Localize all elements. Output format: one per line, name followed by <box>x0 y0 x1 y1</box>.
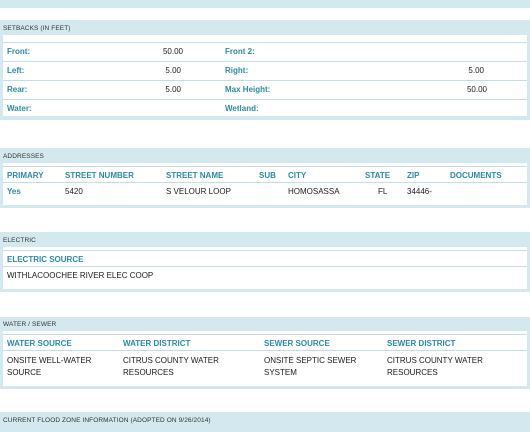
water-district-line1: CITRUS COUNTY WATER <box>123 356 219 365</box>
divider <box>3 61 527 62</box>
divider <box>3 350 527 351</box>
water-label: Water: <box>7 104 32 113</box>
divider <box>3 99 527 100</box>
electric-panel <box>3 247 527 289</box>
col-water-district: WATER DISTRICT <box>123 339 191 348</box>
col-city: CITY <box>288 171 307 180</box>
col-street-name: STREET NAME <box>166 171 224 180</box>
setbacks-title: SETBACKS (IN FEET) <box>3 25 71 32</box>
rear-value: 5.00 <box>165 85 181 94</box>
sewer-source-line1: ONSITE SEPTIC SEWER <box>264 356 357 365</box>
address-zip: 34446- <box>407 187 432 196</box>
addresses-panel <box>3 163 527 205</box>
divider <box>3 42 527 43</box>
divider <box>3 250 527 251</box>
col-primary: PRIMARY <box>7 171 44 180</box>
address-primary: Yes <box>7 187 21 196</box>
left-value: 5.00 <box>165 66 181 75</box>
front2-label: Front 2: <box>225 47 255 56</box>
front-value: 50.00 <box>162 47 183 56</box>
rear-label: Rear: <box>7 85 28 94</box>
wetland-label: Wetland: <box>225 104 259 113</box>
divider <box>3 182 527 183</box>
col-sewer-district: SEWER DISTRICT <box>387 339 456 348</box>
electric-source-header: ELECTRIC SOURCE <box>7 255 84 264</box>
col-sewer-source: SEWER SOURCE <box>264 339 330 348</box>
max-height-value: 50.00 <box>466 85 487 94</box>
col-documents: DOCUMENTS <box>450 171 502 180</box>
flood-title: CURRENT FLOOD ZONE INFORMATION (ADOPTED ON 9/26/2014) <box>3 417 211 424</box>
electric-source-value: WITHLACOOCHEE RIVER ELEC COOP <box>7 271 154 280</box>
divider <box>3 266 527 267</box>
sewer-district-line1: CITRUS COUNTY WATER <box>387 356 483 365</box>
divider <box>3 334 527 335</box>
left-label: Left: <box>7 66 25 75</box>
divider <box>3 80 527 81</box>
address-street-name: S VELOUR LOOP <box>166 187 231 196</box>
front-label: Front: <box>7 47 31 56</box>
address-street-number: 5420 <box>65 187 83 196</box>
water-district-line2: RESOURCES <box>123 368 174 377</box>
sewer-district-line2: RESOURCES <box>387 368 438 377</box>
water-sewer-title: WATER / SEWER <box>3 321 57 328</box>
electric-title: ELECTRIC <box>3 237 36 244</box>
addresses-title: ADDRESSES <box>3 153 44 160</box>
max-height-label: Max Height: <box>225 85 271 94</box>
sewer-source-line2: SYSTEM <box>264 368 297 377</box>
col-water-source: WATER SOURCE <box>7 339 72 348</box>
water-source-line1: ONSITE WELL-WATER <box>7 356 92 365</box>
col-zip: ZIP <box>407 171 420 180</box>
col-street-number: STREET NUMBER <box>65 171 134 180</box>
right-value: 5.00 <box>468 66 484 75</box>
col-state: STATE <box>365 171 391 180</box>
top-band <box>0 0 530 8</box>
address-state: FL <box>378 187 388 196</box>
water-source-line2: SOURCE <box>7 368 42 377</box>
right-label: Right: <box>225 66 249 75</box>
address-city: HOMOSASSA <box>288 187 340 196</box>
divider <box>3 166 527 167</box>
col-sub: SUB <box>259 171 276 180</box>
